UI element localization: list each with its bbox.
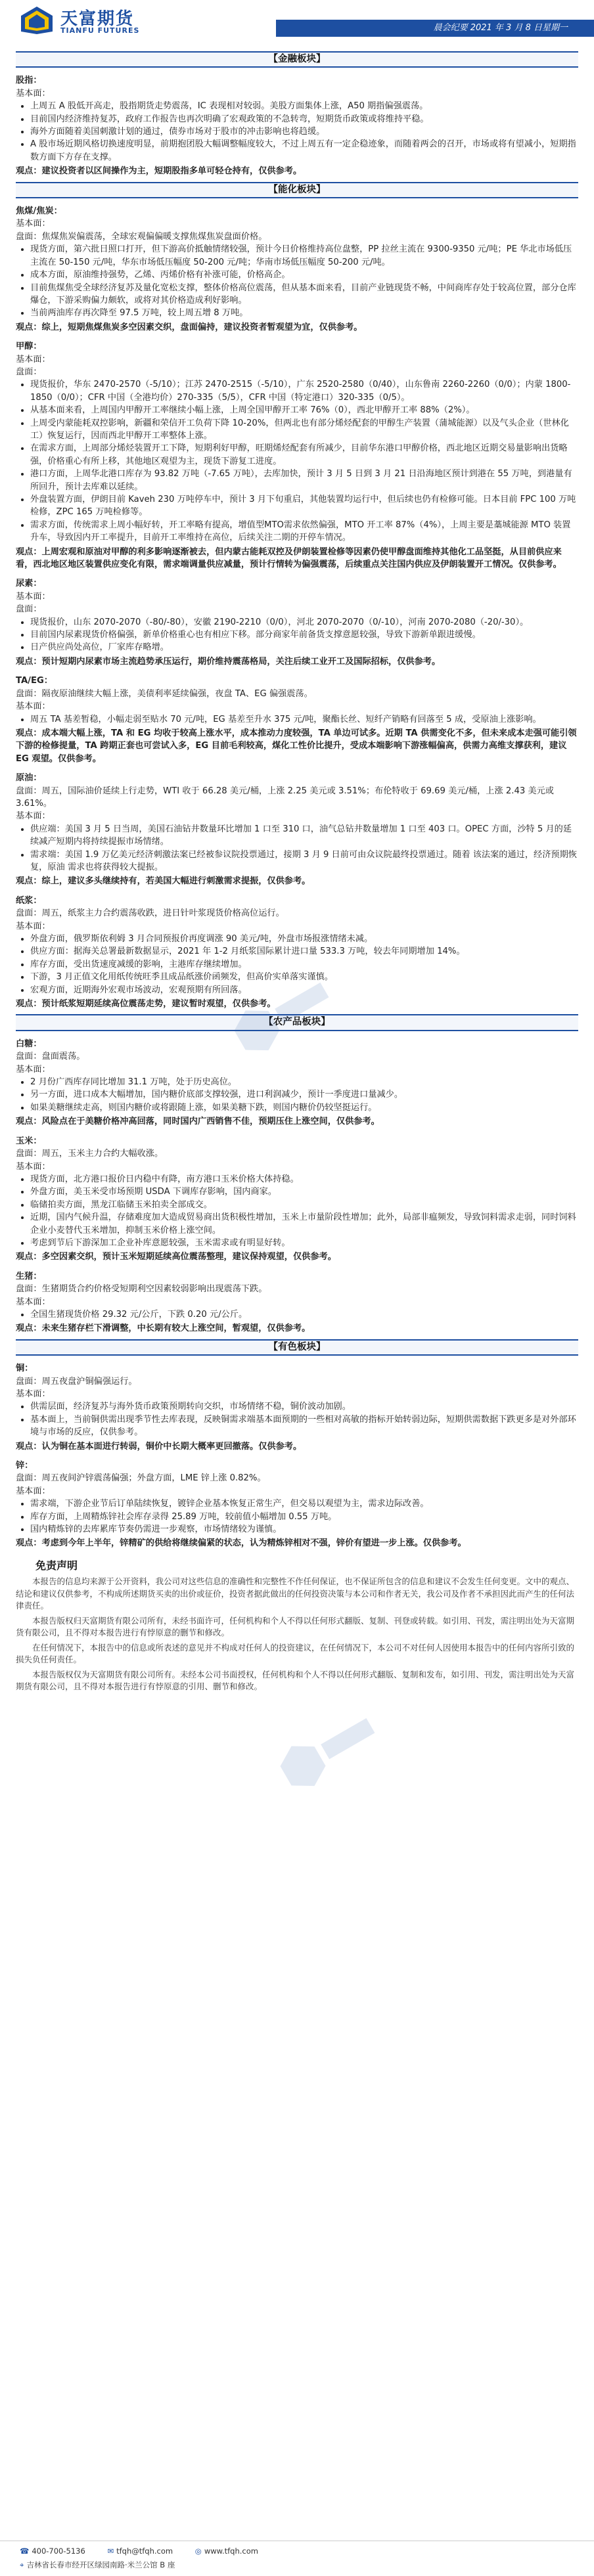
- disclaimer-title: 免责声明: [35, 1559, 78, 1572]
- stock-block: [16, 74, 578, 177]
- list-item: • 库存方面，受出货速度减缓的影响，主港库存继续增加。: [30, 958, 578, 971]
- list-item: • 在需求方面，上周部分烯烃装置开工下降，短期利好甲醇，旺期烯烃配套有所减少，目前华东港口甲醇价格，西北地区近期交易量影响出货略强，价格重心有所上移，其他地区观望为主，现货下游复工进度。: [30, 442, 578, 468]
- ta-view: 观点：成本端大幅上涨，TA 和 EG 均收于较高上涨水平，成本推动力度较强，TA 单边可试多。近期 TA 供需变化不多，但未来成本走强可能引领下游的检修提量，TA 跨期正套也可尝试入多，EG 目前毛利较高，煤化工性价比提升，受成本端影响下游涨幅偏高，供需力高维支撑获利，建议 EG 观望。仅供参考。: [16, 728, 577, 764]
- oil-list: [16, 823, 578, 874]
- ta-pan: 盘面：隔夜原油继续大幅上涨，美债利率延续偏强，夜盘 TA、EG 偏强震荡。: [16, 688, 313, 699]
- zinc-pan: 盘面：周五夜间沪锌震荡偏强；外盘方面，LME 锌上涨 0.82%。: [16, 1473, 266, 1484]
- oil-view: 观点：综上，建议多头继续持有，若美国大幅进行刺激需求提振，仅供参考。: [16, 876, 311, 887]
- section-metal: 【有色板块】: [16, 1339, 578, 1356]
- coal-list: [16, 243, 578, 319]
- urea-list: [16, 616, 578, 654]
- ta-title: TA/EG：: [16, 676, 53, 686]
- basic-label: 基本面：: [16, 1297, 51, 1307]
- list-item: • 国内精炼锌的去库累库节奏仍需进一步观察，市场情绪较为谨慎。: [30, 1523, 578, 1536]
- copper-title: 铜：: [16, 1364, 34, 1374]
- zinc-title: 锌：: [16, 1461, 34, 1471]
- pig-pan: 盘面：生猪期货合约价格受短期利空因素较弱影响出现震荡下跌。: [16, 1284, 267, 1295]
- list-item: • 港口方面，上周华北港口库存为 93.82 万吨（-7.65 万吨），去库加快，预计 3 月 5 日到 3 月 21 日沿海地区预计到港在 55 万吨，到港量有所回升，预计去库难以延续。: [30, 468, 578, 493]
- methanol-view: 观点：上周宏观和原油对甲醇的利多影响逐渐被去，但内蒙古能耗双控及伊朗装置检修等因素仍使甲醇盘面维持其他化工品坚挺，从目前供应来看，西北地区地区装置供应变化有限，需求端调量供应减量，预计行情转为偏强震荡，后续重点关注国内供应及伊朗装置开工情况。仅供参考。: [16, 546, 562, 570]
- list-item: • 现货方面，北方港口报价日内稳中有降，南方港口玉米价格大体持稳。: [30, 1173, 578, 1186]
- footer-website: www.tfqh.com: [204, 2546, 258, 2556]
- basic-label: 基本面：: [16, 921, 51, 931]
- coal-view: 观点：综上，短期焦煤焦炭多空因素交织，盘面偏持，建议投资者暂观望为宜，仅供参考。: [16, 322, 363, 332]
- corn-block: [16, 1135, 578, 1264]
- stock-list: [16, 100, 578, 164]
- paper-block: [16, 895, 578, 1011]
- list-item: • 供应端：美国 3 月 5 日当周，美国石油钻井数量环比增加 1 口至 310 口，油气总钻井数量增加 1 口至 403 口。OPEC 方面，沙特 5 月的延续减产短期内将持续提振市场情绪。: [30, 823, 578, 849]
- list-item: • 海外方面随着美国刺激计划的通过，债券市场对于股市的冲击影响也将趋缓。: [30, 125, 578, 138]
- sugar-pan: 盘面：盘面震荡。: [16, 1052, 85, 1062]
- list-item: • 目前焦煤焦受全球经济复苏及量化宽松支撑，整体价格高位震荡，但从基本面来看，目前产业链现货不畅，中间商库存处于较高位置，部分仓库爆仓，下游采购偏力颇软，或将对其价格造成利好影响。: [30, 282, 578, 307]
- basic-label: 基本面：: [16, 88, 51, 99]
- urea-pan: 盘面：: [16, 604, 42, 615]
- pig-list: [16, 1308, 578, 1321]
- section-energy: 【能化板块】: [16, 182, 578, 198]
- list-item: • 当前两油库存再次降至 97.5 万吨，较上周五增 8 万吨。: [30, 307, 578, 319]
- corn-pan: 盘面：周五，玉米主力合约大幅收涨。: [16, 1149, 164, 1159]
- corn-view: 观点：多空因素交织，预计玉米短期延续高位震荡整理，建议保持观望，仅供参考。: [16, 1252, 336, 1262]
- basic-label: 基本面：: [16, 811, 51, 822]
- coal-block: [16, 205, 578, 334]
- oil-pan: 盘面：周五，国际油价延续上行走势，WTI 收于 66.28 美元/桶，上涨 2.25 美元或 3.51%；布伦特收于 69.69 美元/桶，上涨 2.43 美元或 3.61%。: [16, 786, 554, 809]
- list-item: • 上周受内蒙能耗双控影响，新疆和荣信开工负荷下降 10-20%，但两北也有部分烯烃配套的甲醇生产装置（蒲城能源）以及气头企业（世林化工）恢复运行，因而西北甲醇开工率整体上涨。: [30, 417, 578, 443]
- sugar-list: [16, 1076, 578, 1114]
- zinc-list: [16, 1498, 578, 1536]
- email-icon: ✉: [107, 2546, 114, 2556]
- list-item: • 需求方面，传统需求上周小幅好转，开工率略有提高，增值型MTO需求依然偏强，MTO 开工率 87%（4%），上周主要是藁城能源 MTO 装置升车，导致因内开工率提升，目前开工率维持在高位，后续关注二期的开停车情况。: [30, 519, 578, 544]
- list-item: • 考虑到节后下游深加工企业补库意愿较强，玉米需求或有明显好转。: [30, 1237, 578, 1249]
- basic-label: 基本面：: [16, 1389, 51, 1399]
- disclaimer-paragraph: 本报告的信息均来源于公开资料，我公司对这些信息的准确性和完整性不作任何保证，也不保证所包含的信息和建议不会发生任何变更。文中的观点、结论和建议仅供参考，不构成所述期货买卖的出价或征价，投资者据此做出的任何投资决策与本公司和作者无关，我公司及作者不承担因此而产生的任何法律责任。: [16, 1576, 575, 1611]
- oil-title: 原油：: [16, 773, 42, 784]
- list-item: • 日产供应尚处高位，厂家库存略增。: [30, 641, 578, 654]
- list-item: • 宏观方面，近期海外宏观市场波动，宏观预期有所回落。: [30, 984, 578, 996]
- list-item: • 外盘方面，俄罗斯依利姆 3 月合同预报价再度调涨 90 美元/吨，外盘市场报涨情绪未减。: [30, 933, 578, 945]
- report-header: [0, 0, 594, 41]
- list-item: • 成本方面，原油维持强势，乙烯、丙烯价格有补涨可能，价格高企。: [30, 269, 578, 281]
- tianfu-logo-icon: [20, 5, 54, 35]
- list-item: • 如果美糖继续走高，则国内糖价或将跟随上涨，如果美糖下跌，则国内糖价仍较坚挺运行。: [30, 1101, 578, 1114]
- basic-label: 基本面：: [16, 1486, 51, 1496]
- methanol-list: [16, 378, 578, 544]
- urea-title: 尿素：: [16, 579, 42, 589]
- list-item: • 另一方面，进口成本大幅增加，国内糖价底部支撑较强，进口利润减少，预计一季度进口量减少。: [30, 1088, 578, 1101]
- disclaimer: [16, 1559, 578, 1693]
- oil-block: [16, 772, 578, 888]
- sugar-title: 白糖：: [16, 1038, 42, 1049]
- phone-icon: ☎: [20, 2546, 30, 2556]
- list-item: • 外盘装置方面，伊朗目前 Kaveh 230 万吨停车中，预计 3 月下旬重启，其他装置均运行中，但后续也仍有检修可能。日本目前 FPC 100 万吨检修，ZPC 165 万吨检修等。: [30, 493, 578, 519]
- corn-title: 玉米：: [16, 1136, 42, 1146]
- corn-list: [16, 1173, 578, 1249]
- pig-title: 生猪：: [16, 1271, 42, 1281]
- copper-block: [16, 1362, 578, 1453]
- basic-label: 基本面：: [16, 354, 51, 365]
- list-item: • A 股市场近期风格切换速度明显，前期抱团股大幅调整幅度较大，不过上周五有一定企稳迹象，而随着两会的召开，市场或将有望减小，短期指数方面下方存在支撑。: [30, 138, 578, 164]
- location-icon: ⌖: [20, 2560, 24, 2569]
- methanol-block: [16, 340, 578, 571]
- copper-view: 观点：认为铜在基本面进行转弱，铜价中长期大概率更回撤落。仅供参考。: [16, 1441, 302, 1452]
- paper-list: [16, 933, 578, 996]
- list-item: • 下游，3 月正值文化用纸传统旺季且成品纸涨价函频发，但高价实单落实谨慎。: [30, 971, 578, 983]
- paper-pan: 盘面：周五，纸浆主力合约震荡收跌，进日针叶浆现货价格高位运行。: [16, 908, 285, 919]
- list-item: • 现货报价，山东 2070-2070（-80/-80），安徽 2190-2210（0/0），河北 2070-2070（0/-10），河南 2070-2080（-20/-30）。: [30, 616, 578, 629]
- report-date: 晨会纪要 2021 年 3 月 8 日星期一: [433, 23, 568, 33]
- report-footer: [0, 2541, 594, 2576]
- copper-list: [16, 1400, 578, 1438]
- logo-chinese-name: 天富期货: [60, 9, 135, 29]
- basic-label: 基本面：: [16, 1161, 51, 1172]
- list-item: • 全国生猪现货价格 29.32 元/公斤，下跌 0.20 元/公斤。: [30, 1308, 578, 1321]
- methanol-title: 甲醇：: [16, 342, 42, 352]
- paper-view: 观点：预计纸浆短期延续高位震荡走势，建议暂时观望，仅供参考。: [16, 999, 276, 1010]
- sugar-block: [16, 1038, 578, 1128]
- sugar-view: 观点：风险点在于美糖价格冲高回落，同时国内广西销售不佳，预期压住上涨空间，仅供参考。: [16, 1117, 380, 1127]
- list-item: • 需求端：美国 1.9 万亿美元经济刺激法案已经被参议院投票通过，接期 3 月 9 日前可由众议院最终投票通过。随着 该法案的通过，经济预期恢复，原油 需求也将获得较大提振。: [30, 849, 578, 874]
- paper-title: 纸浆：: [16, 895, 42, 906]
- footer-email: tfqh@tfqh.com: [116, 2546, 173, 2556]
- coal-pan: 盘面：焦煤焦炭偏震荡，全球宏观偏偏暖支撑焦煤焦炭盘面价格。: [16, 231, 267, 242]
- disclaimer-paragraph: 本报告版权归天富期货有限公司所有，未经书面许可，任何机构和个人不得以任何形式翻版、复制、刊登或转载。如引用、刊发，需注明出处为天富期货有限公司，且不得对本报告进行有悖原意的删节和修改。: [16, 1615, 575, 1638]
- list-item: • 现货报价，华东 2470-2570（-5/10）；江苏 2470-2515（-5/10），广东 2520-2580（0/40），山东鲁南 2260-2260（0/0）；内蒙 1800-1850（0/0）；CFR 中国（全港均价）270-335（5/5），CFR 中国（特定港口）320-335（0/5）。: [30, 378, 578, 404]
- basic-label: 基本面：: [16, 219, 51, 229]
- watermark-logo-icon: [265, 1698, 398, 1816]
- stock-view: 观点：建议投资者以区间操作为主，短期股指多单可轻仓持有，仅供参考。: [16, 166, 302, 177]
- section-agri: 【农产品板块】: [16, 1014, 578, 1031]
- list-item: • 临储拍卖方面，黑龙江临储玉米拍卖全部成交。: [30, 1199, 578, 1211]
- list-item: • 2 月份广西库存同比增加 31.1 万吨，处于历史高位。: [30, 1076, 578, 1088]
- list-item: • 库存方面，上周精炼锌社会库存录得 25.89 万吨，较前值小幅增加 0.55 万吨。: [30, 1511, 578, 1523]
- list-item: • 目前国内经济维持复苏，政府工作报告也再次明确了宏观政策的不急转弯，短期货币政策或将维持平稳。: [30, 113, 578, 125]
- footer-address: 吉林省长春市经开区绿园南路·米兰公馆 B 座: [26, 2560, 175, 2569]
- footer-address-row: [20, 2560, 175, 2570]
- ta-list: [16, 713, 578, 726]
- zinc-view: 观点：考虑到今年上半年，锌精矿的供给将继续偏紧的状态，认为精炼锌相对不强，锌价有望进一步上涨。仅供参考。: [16, 1538, 467, 1549]
- urea-block: [16, 577, 578, 668]
- basic-label: 基本面：: [16, 1064, 51, 1075]
- copper-pan: 盘面：周五夜盘沪铜偏强运行。: [16, 1376, 137, 1387]
- list-item: • 目前国内尿素现货价格偏强，新单价格重心也有相应下移。部分商家年前备货支撑意愿较强，导致下游新单跟进缓慢。: [30, 629, 578, 641]
- globe-icon: ◎: [194, 2546, 202, 2556]
- methanol-pan: 盘面：: [16, 366, 42, 377]
- list-item: • 现货方面，第六批日照口打开，但下游高价抵触情绪较强，预计今日价格维持高位盘整，PP 拉丝主流在 9300-9350 元/吨；PE 华北市场低压主流在 50-150 元/吨，华东市场低压幅度 50-200 元/吨；华南市场低压幅度 50-200 元/吨。: [30, 243, 578, 269]
- list-item: • 供需层面，经济复苏与海外货币政策预期转向交织，市场情绪不稳，铜价波动加剧。: [30, 1400, 578, 1413]
- basic-label: 基本面：: [16, 591, 51, 602]
- list-item: • 供应方面：据海关总署最新数据显示，2021 年 1-2 月纸浆国际累计进口量 533.3 万吨，较去年同期增加 14%。: [30, 945, 578, 958]
- pig-view: 观点：未来生猪存栏下滑调整，中长期有较大上涨空间，暂观望，仅供参考。: [16, 1323, 311, 1334]
- list-item: • 外盘方面，美玉米受市场预期 USDA 下调库存影响，国内商家。: [30, 1186, 578, 1198]
- pig-block: [16, 1270, 578, 1335]
- footer-phone: 400-700-5136: [32, 2546, 85, 2556]
- report-body: [16, 47, 578, 1696]
- disclaimer-paragraph: 在任何情况下，本报告中的信息或所表述的意见并不构成对任何人的投资建议，在任何情况下，本公司不对任何人因使用本报告中的任何内容所引致的损失负任何责任。: [16, 1642, 575, 1665]
- list-item: • 需求端，下游企业节后订单陆续恢复，镀锌企业基本恢复正常生产，但交易以观望为主，需求边际改善。: [30, 1498, 578, 1510]
- disclaimer-paragraph: 本报告版权仅为天富期货有限公司所有。未经本公司书面授权，任何机构和个人不得以任何形式翻版、复制和发布，如引用、刊发，需注明出处为天富期货有限公司，且不得对本报告进行有悖原意的引用、删节和修改。: [16, 1669, 575, 1692]
- ta-block: [16, 675, 578, 765]
- coal-title: 焦煤/焦炭：: [16, 206, 62, 217]
- list-item: • 从基本面来看，上周国内甲醇开工率继续小幅上涨，上周全国甲醇开工率 76%（0），西北甲醇开工率 88%（2%）。: [30, 404, 578, 416]
- section-finance: 【金融板块】: [16, 51, 578, 68]
- list-item: • 上周五 A 股低开高走，股指期货走势震荡，IC 表现相对较弱。美股方面集体上涨，A50 期指偏强震荡。: [30, 100, 578, 112]
- urea-view: 观点：预计短期内尿素市场主流趋势承压运行，期价维持震荡格局，关注后续工业开工及国际招标，仅供参考。: [16, 656, 441, 667]
- list-item: • 近期，国内气候升温，存储难度加大造成贸易商出货积极性增加，玉米上市量阶段性增加；此外，局部非瘟频发，导致饲料需求走弱，同时饲料企业小麦替代玉米增加，抑制玉米价格上涨空间。: [30, 1211, 578, 1237]
- logo-english-name: TIANFU FUTURES: [60, 26, 140, 35]
- zinc-block: [16, 1459, 578, 1550]
- list-item: • 基本面上，当前铜供需出现季节性去库表现，反映铜需求端基本面预期的一些相对高敏的指标开始转弱边际，短期供需数据下跌更多是对外部环境与市场的反应，仅供参考。: [30, 1413, 578, 1439]
- list-item: • 周五 TA 基差暂稳，小幅走弱至贴水 70 元/吨，EG 基差至升水 375 元/吨，聚酯长丝、短纤产销略有回落至 5 成，受原油上涨影响。: [30, 713, 578, 726]
- stock-title: 股指：: [16, 76, 42, 86]
- footer-contact-row: [20, 2546, 258, 2556]
- basic-label: 基本面：: [16, 701, 51, 712]
